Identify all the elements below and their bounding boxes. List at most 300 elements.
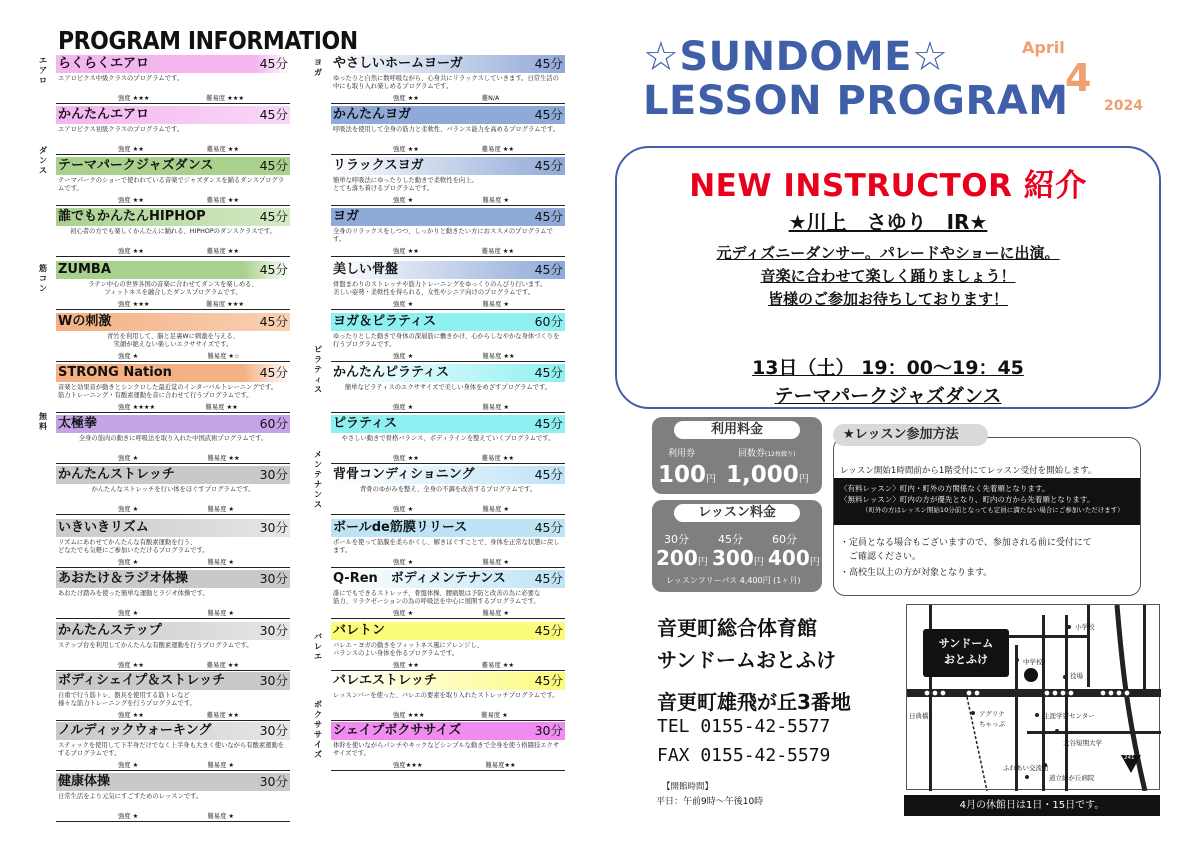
cat-char: 筋 — [39, 264, 47, 273]
map-sundome-line2: おとふけ — [944, 653, 988, 666]
program-name: 健康体操 — [58, 774, 111, 789]
program-duration: 30分 — [534, 723, 563, 738]
map-label-town-hall: 役場 — [1070, 672, 1083, 680]
program-name: 誰でもかんたんHIPHOP — [58, 209, 206, 224]
rating-text: 強度 ★★★ 難易度 ★★★ — [118, 301, 245, 308]
program-desc: エアロビクス初級クラスのプログラムです。 — [58, 126, 184, 133]
cat-char: ア — [39, 66, 47, 75]
program-name: かんたんピラティス — [333, 365, 449, 380]
rating-text: 強度 ★ 難易度 ★ — [393, 404, 510, 411]
program-name-bar — [56, 157, 290, 175]
program-name-bar — [56, 261, 290, 279]
cat-char: ボ — [314, 700, 322, 709]
program-rating — [56, 558, 290, 568]
program-rating — [56, 403, 290, 413]
program-duration: 30分 — [259, 520, 288, 535]
program-name-bar — [331, 55, 565, 73]
header-title-line1: ☆SUNDOME☆ — [643, 34, 949, 80]
access-map — [906, 604, 1160, 790]
program-duration: 45分 — [534, 365, 563, 380]
program-name: やさしいホームヨーガ — [333, 56, 463, 71]
how-to-join-title: ★レッスン参加方法 — [833, 424, 988, 446]
rating-text: 強度 ★ 難易度 ★ — [393, 197, 510, 204]
cat-char: ン — [314, 490, 322, 499]
program-card — [56, 466, 290, 516]
rating-text: 強度 ★★ 難易度 ★★ — [118, 146, 240, 153]
header-month-number: 4 — [1065, 56, 1092, 100]
program-desc: 誰にでもできるストレッチ、骨盤体操、腰痛脱は予防と改善の為に必要な 筋力、リラクゼーションの為の呼吸法を中心に展開するプログラムです。 — [333, 590, 541, 605]
rating-text: 強度 ★ 難易度 ★ — [118, 610, 235, 617]
rating-text: 強度 ★★★ 難易度 ★ — [393, 712, 508, 719]
program-name-bar — [56, 55, 290, 73]
map-label-junior-high: 中学校 — [1023, 658, 1043, 666]
program-name-bar — [56, 364, 290, 382]
lesson-60-value: 400 — [768, 546, 810, 570]
cat-char: ピ — [314, 345, 322, 354]
program-name: らくらくエアロ — [58, 56, 150, 71]
yen-unit: 円 — [798, 474, 809, 485]
program-rating — [331, 711, 565, 721]
program-card — [331, 157, 565, 207]
program-card — [56, 415, 290, 465]
usage-ticket-label: 利用券 — [668, 449, 696, 459]
program-rating — [331, 661, 565, 671]
program-card — [56, 313, 290, 363]
program-title: PROGRAM INFORMATION — [58, 26, 358, 55]
program-desc: 簡単なピラティスのエクササイズで美しい身体をめざすプログラムです。 — [344, 384, 552, 391]
outside-town-rule: （町外の方はレッスン開始10分前となっても定員に満たない場合にご参加いただけます） — [862, 506, 1124, 514]
program-duration: 45分 — [259, 56, 288, 71]
cat-char: ン — [39, 156, 47, 165]
rating-text: 強度 ★★ 難易度 ★★ — [393, 248, 515, 255]
program-name: バレエストレッチ — [333, 673, 437, 688]
instructor-name-text: ★川上 さゆり IR★ — [788, 210, 988, 234]
program-name: 太極拳 — [58, 416, 98, 431]
program-rating — [331, 196, 565, 206]
cat-char: ク — [314, 710, 322, 719]
program-name: Q-Ren ボディメンテナンス — [333, 571, 506, 586]
program-rating — [56, 661, 290, 671]
program-desc: 呼吸法を使用して全身の筋力と柔軟性、バランス能力を高めるプログラムです。 — [333, 126, 559, 133]
program-card — [56, 364, 290, 414]
program-desc: 簡単な呼吸法にゆったりした動きで柔軟性を向上。 とても落ち着けるプログラムです。 — [333, 177, 478, 192]
free-pass: レッスンフリーパス 4,400円 (1ヶ月) — [666, 576, 801, 585]
lesson-30-price — [656, 546, 708, 570]
program-card — [56, 157, 290, 207]
how-to-note2: ご確認ください。 — [840, 552, 922, 562]
program-name: シェイプボクササイズ — [333, 723, 462, 738]
coupon-label — [738, 446, 795, 459]
program-card — [56, 570, 290, 620]
program-rating — [56, 454, 290, 464]
program-name: かんたんエアロ — [58, 107, 150, 122]
program-name: 美しい骨盤 — [333, 262, 399, 277]
program-card — [331, 55, 565, 105]
lesson-45-label: 45分 — [718, 533, 743, 546]
cat-char: ズ — [314, 750, 322, 759]
program-name: かんたんストレッチ — [58, 467, 175, 482]
cat-char: ラ — [314, 355, 322, 364]
program-name: かんたんヨガ — [333, 107, 412, 122]
rating-text: 強度 ★ 難易度 ★ — [118, 762, 235, 769]
category-aero — [38, 56, 48, 86]
rating-text: 強度 ★★ 難易度 ★★ — [393, 146, 515, 153]
program-card — [331, 313, 565, 363]
instructor-class-text: テーマパークジャズダンス — [774, 385, 1002, 407]
program-card — [56, 519, 290, 569]
program-card — [56, 722, 290, 772]
lesson-30-label: 30分 — [664, 533, 689, 546]
program-name-bar — [56, 415, 290, 433]
program-rating — [56, 196, 290, 206]
program-name: STRONG Nation — [58, 365, 172, 380]
program-desc: 日常生活をより元気にすごすためのレッスンです。 — [58, 793, 203, 800]
rating-text: 強度 ★★ 難N/A — [393, 95, 500, 102]
map-label-fureai: ふれあい交流館 — [1003, 764, 1049, 772]
program-desc: ラテン中心の世界各国の音楽に合わせてダンスを楽しめる、 フィットネスを融合したダンスプログラムです。 — [88, 281, 258, 296]
rating-text: 強度 ★★★★ 難易度 ★★ — [118, 404, 238, 411]
program-rating — [56, 812, 290, 822]
program-desc: 自重で行う筋トレ、器具を使用する筋トレなど 様々な筋力トレーニングを行うプログラムです。 — [58, 692, 196, 707]
cat-char: レ — [314, 642, 322, 651]
program-name: 背骨コンディショニング — [333, 467, 475, 482]
coupon-price — [726, 462, 809, 488]
opening-hours-title: 【開館時間】 — [662, 782, 714, 792]
program-name-bar — [331, 415, 565, 433]
program-card — [331, 519, 565, 569]
lesson-60-price — [768, 546, 820, 570]
program-rating — [56, 145, 290, 155]
program-name-bar — [331, 519, 565, 537]
program-duration: 45分 — [534, 209, 563, 224]
how-to-note3: ・高校生以上の方が対象となります。 — [840, 568, 993, 578]
program-desc: テーマパークのショーで使われている音楽でジャズダンスを踊るダンスプログラムです。 — [58, 177, 285, 192]
program-name-bar — [331, 157, 565, 175]
instructor-line1 — [617, 242, 1159, 263]
program-card — [331, 622, 565, 672]
closed-days-notice: 4月の休館日は1日・15日です。 — [904, 795, 1160, 816]
program-name-bar — [331, 364, 565, 382]
usage-fee-box — [652, 417, 822, 494]
yen-unit: 円 — [753, 557, 764, 568]
program-duration: 45分 — [259, 314, 288, 329]
program-duration: 45分 — [534, 623, 563, 638]
program-rating — [331, 403, 565, 413]
program-card — [56, 773, 290, 823]
rating-text: 強度 ★★ 難易度 ★★ — [118, 712, 240, 719]
program-name: ZUMBA — [58, 262, 111, 277]
program-name: かんたんステップ — [58, 623, 162, 638]
program-duration: 60分 — [259, 416, 288, 431]
program-rating — [56, 300, 290, 310]
program-name-bar — [331, 570, 565, 588]
rating-text: 強度 ★ 難易度 ★★ — [118, 455, 240, 462]
program-desc: やさしい動きで骨格バランス、ボディラインを整えていくプログラムです。 — [341, 435, 555, 442]
yen-unit: 円 — [706, 474, 717, 485]
program-rating — [331, 761, 565, 771]
program-name: あおたけ＆ラジオ体操 — [58, 571, 189, 586]
cat-char: ス — [314, 500, 322, 509]
lesson-fee-title: レッスン料金 — [674, 504, 800, 522]
cat-char: ィ — [314, 375, 322, 384]
program-name-bar — [56, 622, 290, 640]
program-duration: 30分 — [259, 673, 288, 688]
program-desc: 背骨のゆがみを整え、全身の不調を改善するプログラムです。 — [359, 486, 537, 493]
instructor-line3 — [617, 288, 1159, 309]
category-kinkon — [38, 264, 48, 294]
instructor-class — [617, 381, 1159, 408]
lesson-60-label: 60分 — [772, 533, 797, 546]
rating-text: 強度 ★★ 難易度 ★★ — [393, 455, 515, 462]
program-duration: 30分 — [259, 467, 288, 482]
program-name: ヨガ＆ピラティス — [333, 314, 436, 329]
instructor-date-text: 13日（土） 19：00～19：45 — [752, 357, 1024, 379]
cat-char: 無 — [39, 412, 47, 421]
facility-name-2: サンドームおとふけ — [657, 648, 836, 672]
coupon-note: (12枚綴り) — [765, 451, 796, 458]
rating-text: 強度 ★★ 難易度 ★★ — [118, 662, 240, 669]
category-dance — [38, 146, 48, 176]
instructor-heading: NEW INSTRUCTOR 紹介 — [689, 168, 1087, 204]
opening-hours: 平日：午前9時～午後10時 — [656, 797, 764, 807]
how-to-note1: ・定員となる場合もございますので、参加される前に受付にて — [840, 538, 1092, 548]
program-card — [56, 106, 290, 156]
how-to-join-box — [833, 437, 1141, 596]
program-rating — [331, 505, 565, 515]
cat-char: ガ — [314, 68, 322, 77]
program-desc: 青竹を利用して、脳と足裏Wに刺激を与える、 笑顔が絶えない楽しいエクササイズです。 — [106, 333, 240, 348]
program-duration: 45分 — [534, 262, 563, 277]
rating-text: 強度 ★★★ 難易度 ★★★ — [118, 95, 245, 102]
category-ballet — [313, 632, 323, 662]
rating-text: 強度 ★ 難易度 ★ — [393, 610, 510, 617]
program-name: Wの刺激 — [58, 314, 112, 329]
yen-unit: 円 — [809, 557, 820, 568]
program-desc: 全身の筋肉の動きに呼吸法を取り入れた中国武術プログラムです。 — [78, 435, 268, 442]
cat-char: テ — [314, 470, 322, 479]
program-duration: 30分 — [259, 723, 288, 738]
program-name-bar — [331, 722, 565, 740]
cat-char: ン — [39, 284, 47, 293]
map-label-hospital: 道立緑が丘病院 — [1049, 774, 1095, 782]
program-name-bar — [331, 106, 565, 124]
cat-char: ダ — [39, 146, 47, 155]
program-desc: あおたけ踏みを使った簡単な運動とラジオ体操です。 — [58, 590, 209, 597]
program-rating — [331, 94, 565, 104]
instructor-line3-text: 皆様のご参加お待ちしております！ — [767, 290, 1008, 308]
instructor-line2 — [617, 265, 1159, 286]
program-name-bar — [56, 106, 290, 124]
rating-text: 強度 ★ 難易度 ★ — [118, 813, 235, 820]
map-label-learning-center: 生涯学習センター — [1043, 712, 1095, 720]
program-duration: 30分 — [259, 571, 288, 586]
program-card — [56, 208, 290, 258]
program-name-bar — [56, 570, 290, 588]
program-name-bar — [331, 261, 565, 279]
program-name: ヨガ — [333, 209, 360, 224]
program-rating — [331, 609, 565, 619]
header-title-line2: LESSON PROGRAM — [643, 78, 1069, 124]
rating-text: 強度 ★ 難易度 ★ — [393, 559, 510, 566]
program-duration: 45分 — [534, 56, 563, 71]
program-duration: 45分 — [259, 262, 288, 277]
map-label-otani-college: 大谷短期大学 — [1063, 739, 1102, 747]
category-yoga — [313, 58, 323, 78]
program-rating — [331, 558, 565, 568]
rating-text: 強度 ★ 難易度 ★ — [393, 301, 510, 308]
program-rating — [56, 609, 290, 619]
program-desc: エアロビクス中級クラスのプログラムです。 — [58, 75, 184, 82]
coupon-price-value: 1,000 — [726, 462, 799, 488]
header-month: April — [1022, 38, 1065, 57]
usage-fee-title: 利用料金 — [674, 421, 800, 439]
program-desc: ステップ台を利用してかんたんな有酸素運動を行うプログラムです。 — [58, 642, 253, 649]
program-duration: 60分 — [534, 314, 563, 329]
instructor-date — [617, 353, 1159, 380]
program-card — [331, 672, 565, 722]
how-to-line1: レッスン開始1時間前から1階受付にてレッスン受付を開始します。 — [840, 466, 1097, 476]
rating-text: 強度★★★ 難易度★★ — [393, 762, 516, 769]
program-rating — [56, 761, 290, 771]
program-duration: 45分 — [534, 673, 563, 688]
program-desc: ゆったりとした動きで身体の深層筋に働きかけ、心からしなやかな身体づくりを行うプログラムです。 — [333, 333, 560, 348]
cat-char: ナ — [314, 480, 322, 489]
program-desc: レッスンバーを使った、バレエの要素を取り入れたストレッチプログラムです。 — [333, 692, 559, 699]
program-desc: 骨盤まわりのストレッチや筋力トレーニングをゆっくりのんびり行います。 美しい姿勢・柔軟性を得られる、女性やシニア向けのプログラムです。 — [333, 281, 547, 296]
program-name: ボディシェイプ＆ストレッチ — [58, 673, 226, 688]
program-rating — [56, 711, 290, 721]
map-route-number: 241 — [1124, 755, 1135, 761]
program-card — [56, 261, 290, 311]
program-duration: 45分 — [534, 520, 563, 535]
program-card — [331, 466, 565, 516]
program-desc: リズムにあわせてかんたんな有酸素運動を行う、 どなたでも気軽にご参加いただけるプログラムです。 — [58, 539, 209, 554]
lesson-45-price — [712, 546, 764, 570]
map-sundome-line1: サンドーム — [938, 637, 994, 650]
instructor-line2-text: 音楽に合わせて楽しく踊りましょう！ — [760, 267, 1016, 285]
lesson-30-value: 200 — [656, 546, 698, 570]
cat-char: サ — [314, 730, 322, 739]
cat-char: バ — [314, 632, 322, 641]
cat-char: メ — [314, 450, 322, 459]
header-year: 2024 — [1104, 98, 1143, 114]
program-rating — [331, 300, 565, 310]
program-name: バレトン — [333, 623, 386, 638]
program-name-bar — [56, 722, 290, 740]
program-duration: 45分 — [534, 158, 563, 173]
program-duration: 30分 — [259, 774, 288, 789]
facility-tel: TEL 0155-42-5577 — [657, 716, 831, 737]
program-name-bar — [56, 466, 290, 484]
program-desc: 音楽と効果音が動きとシンクロした最近覚のインターバルトレーニングです。 筋力トレーニング・有酸素運動を音に合わせて行うプログラムです。 — [58, 384, 277, 399]
cat-char: テ — [314, 365, 322, 374]
program-duration: 45分 — [534, 571, 563, 586]
cat-char: ス — [39, 166, 47, 175]
map-label-nichiryo: 日典橋 — [909, 712, 929, 720]
instructor-line1-text: 元ディズニーダンサー。パレードやショーに出演。 — [716, 244, 1060, 262]
category-free — [38, 412, 48, 432]
program-rating — [331, 145, 565, 155]
cat-char: ヨ — [314, 58, 322, 67]
facility-fax: FAX 0155-42-5579 — [657, 745, 831, 766]
program-desc: バレエ・ヨガの動きをフィットネス風にアレンジし、 バランスのよい身体を作るプログラムです。 — [333, 642, 483, 657]
cat-char: サ — [314, 720, 322, 729]
rating-text: 強度 ★ 難易度 ★ — [118, 559, 235, 566]
program-card — [331, 261, 565, 311]
program-name: テーマパークジャズダンス — [58, 158, 214, 173]
program-card — [56, 672, 290, 722]
cat-char: エ — [314, 652, 322, 661]
program-card — [56, 55, 290, 105]
program-name: いきいきリズム — [58, 520, 149, 535]
program-name-bar — [331, 208, 565, 226]
usage-price-value: 100 — [658, 462, 707, 488]
program-name: ボールde筋膜リリース — [333, 520, 468, 535]
program-desc: 体幹を使いながらパンチやキックなどシンプルな動きで全身を使う格闘技エクササイズです。 — [333, 742, 560, 757]
map-sundome-label — [923, 629, 1009, 677]
program-duration: 30分 — [259, 623, 288, 638]
cat-char: 料 — [39, 422, 47, 431]
program-name-bar — [331, 672, 565, 690]
cat-char: ス — [314, 385, 322, 394]
rating-text: 強度 ★★ 難易度 ★★ — [118, 197, 240, 204]
program-duration: 45分 — [534, 467, 563, 482]
how-to-rules — [834, 478, 1140, 525]
program-desc: 全身のリラックスをしつつ、しっかりと動きたい方におススメのプログラムです。 — [333, 228, 553, 243]
category-pilates — [313, 345, 323, 395]
program-desc: ゆったりと自然に数呼吸ながら、心身共にリラックスしていきます。日常生活の中にも取り入れ楽しめるプログラムです。 — [333, 75, 559, 90]
program-desc: ボールを使って筋膜を柔らかくし、解きほぐすことで、身体を正常な状態に戻します。 — [333, 539, 560, 554]
program-card — [331, 364, 565, 414]
facility-address: 音更町雄飛が丘3番地 — [657, 690, 851, 714]
lesson-45-value: 300 — [712, 546, 754, 570]
cat-char: イ — [314, 740, 322, 749]
program-card — [331, 415, 565, 465]
rating-text: 強度 ★★ 難易度 ★★ — [393, 662, 515, 669]
program-name-bar — [331, 622, 565, 640]
program-card — [331, 722, 565, 772]
paid-lesson-rule: 〈有料レッスン〉町内・町外の方関係なく先着順となります。 — [840, 484, 1050, 493]
program-card — [331, 570, 565, 620]
program-name: ノルディックウォーキング — [58, 723, 212, 738]
instructor-name — [617, 206, 1159, 235]
map-label-agurina: アグリナ — [979, 710, 1005, 718]
new-instructor-box — [615, 146, 1161, 409]
program-name-bar — [56, 672, 290, 690]
program-rating — [331, 352, 565, 362]
cat-char: エ — [39, 56, 47, 65]
program-rating — [56, 94, 290, 104]
program-duration: 45分 — [534, 416, 563, 431]
cat-char: ロ — [39, 76, 47, 85]
coupon-label-text: 回数券 — [738, 449, 766, 459]
program-duration: 45分 — [259, 365, 288, 380]
program-duration: 45分 — [259, 209, 288, 224]
program-name-bar — [56, 519, 290, 537]
program-desc: かんたんなストレッチを行い体をほぐすプログラムです。 — [91, 486, 255, 493]
program-desc: 初心者の方でも楽しくかんたんに踊れる、HIPHOPのダンスクラスです。 — [70, 228, 276, 235]
program-card — [331, 106, 565, 156]
program-desc: スティックを使用して下半身だけでなく上半身も大きく使いながら有酸素運動をするプログラムです。 — [58, 742, 285, 757]
map-label-elementary: 小学校 — [1075, 623, 1095, 631]
lesson-fee-box — [652, 500, 822, 592]
rating-text: 強度 ★★ 難易度 ★★ — [118, 248, 240, 255]
free-lesson-rule: 〈無料レッスン〉町内の方が優先となり、町内の方から先着順となります。 — [840, 495, 1095, 504]
program-card — [56, 622, 290, 672]
program-name: ピラティス — [333, 416, 397, 431]
rating-text: 強度 ★ 難易度 ★★ — [393, 353, 515, 360]
program-card — [331, 208, 565, 258]
